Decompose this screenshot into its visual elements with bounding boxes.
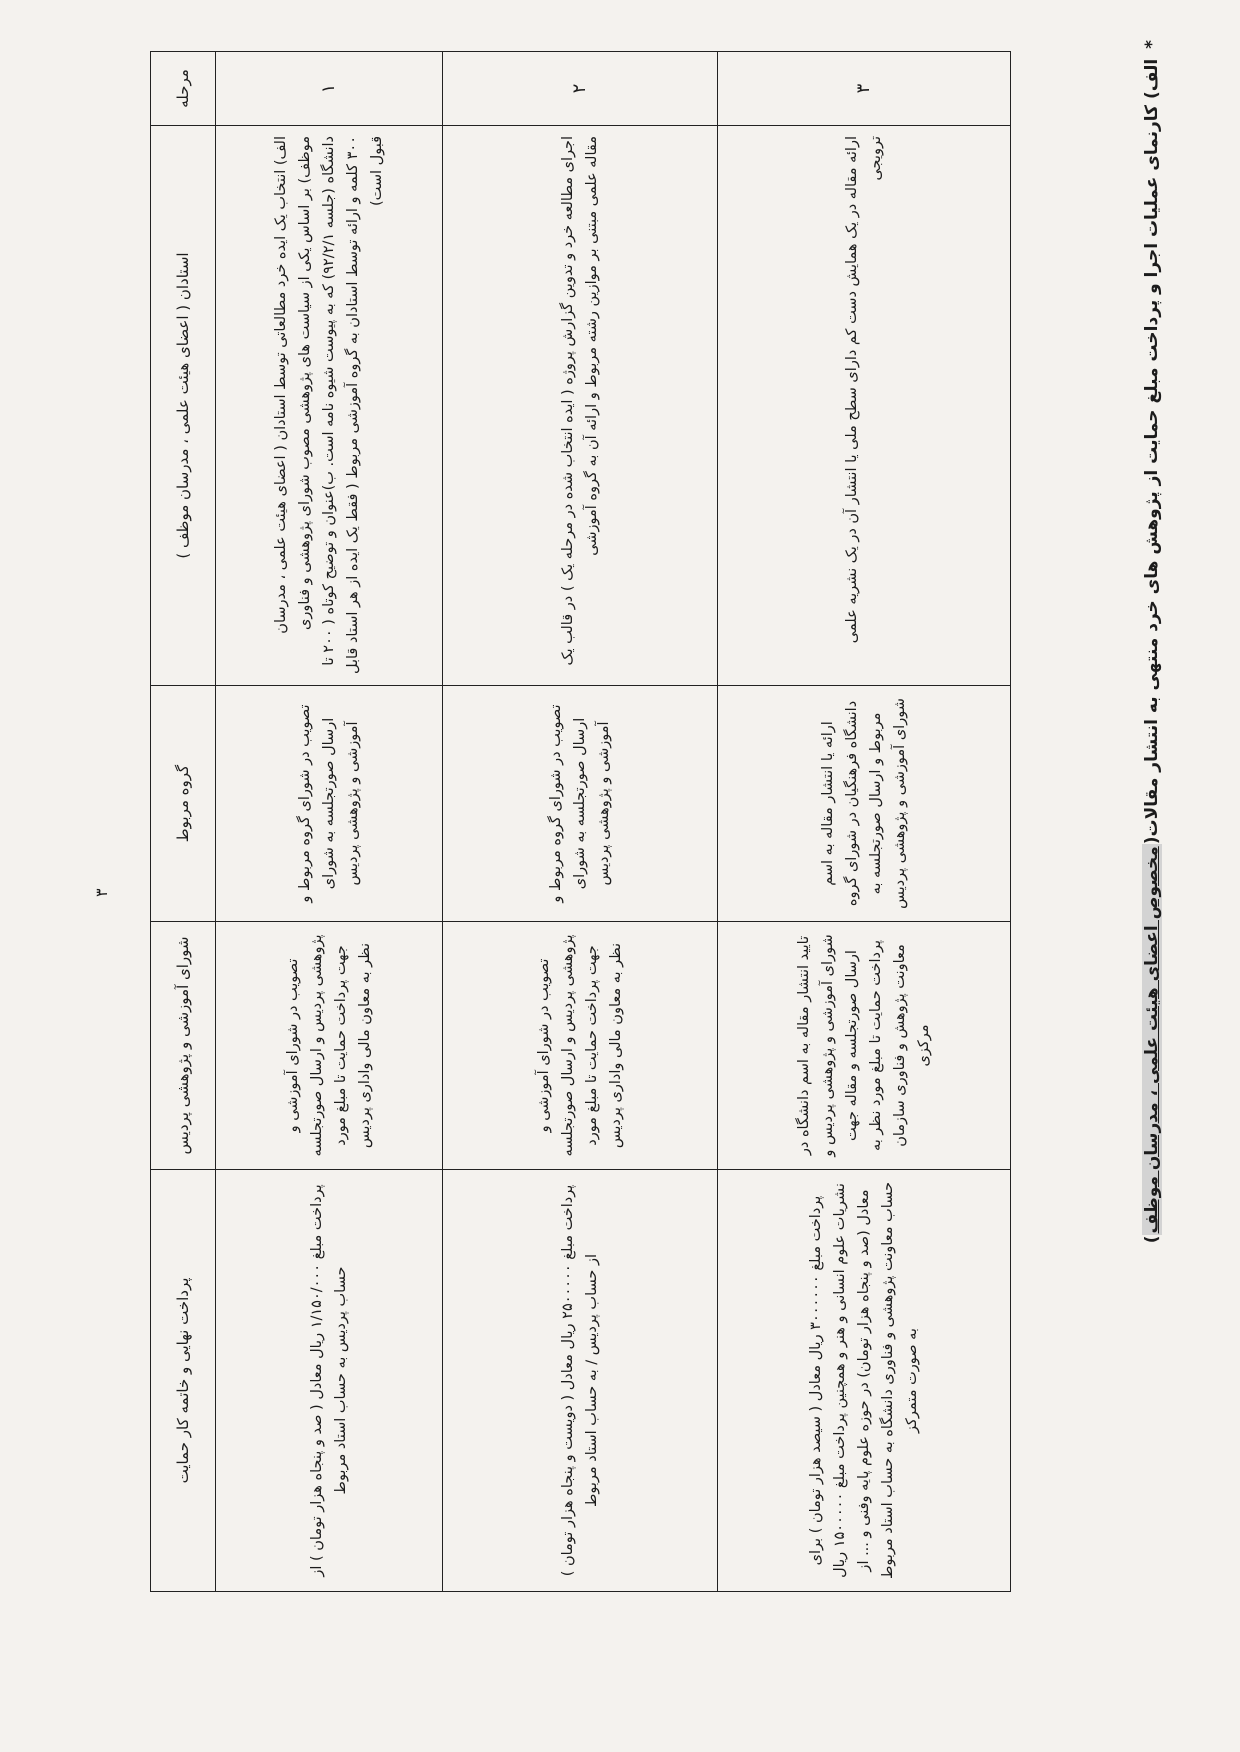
heading-prefix: الف) کارنمای عملیات اجرا و پرداخت مبلغ حمایت از پژوهش های خرد منتهی به انتشار مقالات( — [1142, 58, 1162, 845]
stage-description: ارائه مقاله در یک همایش دست کم دارای سطح ملی یا انتشار آن در یک نشریه علمی ترویجی — [718, 126, 1011, 686]
header-group: گروه مربوط — [151, 686, 216, 922]
table-row — [216, 52, 443, 1592]
heading-highlight: مخصوص اعضای هیئت علمی ، مدرسان موظف — [1142, 846, 1162, 1234]
header-stage: مرحله — [151, 52, 216, 126]
council-action: تصویب در شورای آموزشی و پژوهشی پردیس و ارسال صورتجلسه جهت پرداخت حمایت تا مبلغ مورد نظر به معاون مالی واداری پردیس — [443, 922, 718, 1170]
council-action: تایید انتشار مقاله به اسم دانشگاه در شورای آموزشی و پژوهشی پردیس و ارسال صورتجلسه و مقاله جهت پرداخت حمایت تا مبلغ مورد نظر به معاونت پژوهش و فناوری سازمان مرکزی — [718, 922, 1011, 1170]
page-number: ۳ — [92, 888, 111, 897]
header-council: شورای آموزشی و پژوهشی پردیس — [151, 922, 216, 1170]
stage-number: ۱ — [216, 52, 443, 126]
asterisk-mark: * — [1142, 40, 1162, 49]
page-heading — [1142, 40, 1162, 1520]
table-row — [718, 52, 1011, 1592]
council-action: تصویب در شورای آموزشی و پژوهشی پردیس و ارسال صورتجلسه جهت پرداخت حمایت تا مبلغ مورد نظر به معاون مالی واداری پردیس — [216, 922, 443, 1170]
header-row — [151, 52, 216, 1592]
procedure-table — [150, 51, 1011, 1592]
table-row — [443, 52, 718, 1592]
stage-number: ۲ — [443, 52, 718, 126]
heading-suffix: ) — [1142, 1235, 1162, 1244]
payment-action: پرداخت مبلغ ۱/۱۵۰/۰۰۰ ریال معادل ( صد و پنجاه هزار تومان ) از حساب پردیس به حساب استاد مربوط — [216, 1170, 443, 1592]
payment-action: پرداخت مبلغ ۳۰۰۰۰۰۰ ریال معادل ( سیصد هزار تومان ) برای نشریات علوم انسانی و هنر و همچنین پرداخت مبلغ ۱۵۰۰۰۰۰ ریال معادل (صد و پنجاه هزار تومان) در حوزه علوم پایه وفنی و ... از حساب معاونت پژوهشی و فناوری دانشگاه به حساب استاد مربوط به صورت متمرکز — [718, 1170, 1011, 1592]
stage-description: الف) انتخاب یک ایده خرد مطالعاتی توسط استادان ( اعضای هیئت علمی ، مدرسان موظف) بر اساس یکی از سیاست های پژوهشی مصوب شورای پژوهشی و فناوری دانشگاه (جلسه ۹۲/۲/۱) که به پیوست شیوه نامه است. ب)عنوان و توضیح کوتاه ( ۲۰۰ تا ۳۰۰ کلمه و ارائه توسط استادان به گروه آموزشی مربوط ( فقط یک ایده از هر استاد قابل قبول است) — [216, 126, 443, 686]
group-action: تصویب در شورای گروه مربوط و ارسال صورتجلسه به شورای آموزشی و پژوهشی پردیس — [216, 686, 443, 922]
stage-number: ۳ — [718, 52, 1011, 126]
group-action: تصویب در شورای گروه مربوط و ارسال صورتجلسه به شورای آموزشی و پژوهشی پردیس — [443, 686, 718, 922]
stage-description: اجرای مطالعه خرد و تدوین گزارش پروژه ( ایده انتخاب شده در مرحله یک ) در قالب یک مقاله علمی مبتنی بر موازین رشته مربوط و ارائه آن به گروه آموزشی — [443, 126, 718, 686]
payment-action: پرداخت مبلغ ۲۵۰۰۰۰۰ ریال معادل ( دویست و پنجاه هزار تومان ) از حساب پردیس / به حساب استاد مربوط — [443, 1170, 718, 1592]
header-payment: پرداخت نهایی و خاتمه کار حمایت — [151, 1170, 216, 1592]
group-action: ارائه یا انتشار مقاله به اسم دانشگاه فرهنگیان در شورای گروه مربوط و ارسال صورتجلسه به شورای آموزشی و پژوهشی پردیس — [718, 686, 1011, 922]
header-description: استادان ( اعضای هیئت علمی ، مدرسان موظف ) — [151, 126, 216, 686]
